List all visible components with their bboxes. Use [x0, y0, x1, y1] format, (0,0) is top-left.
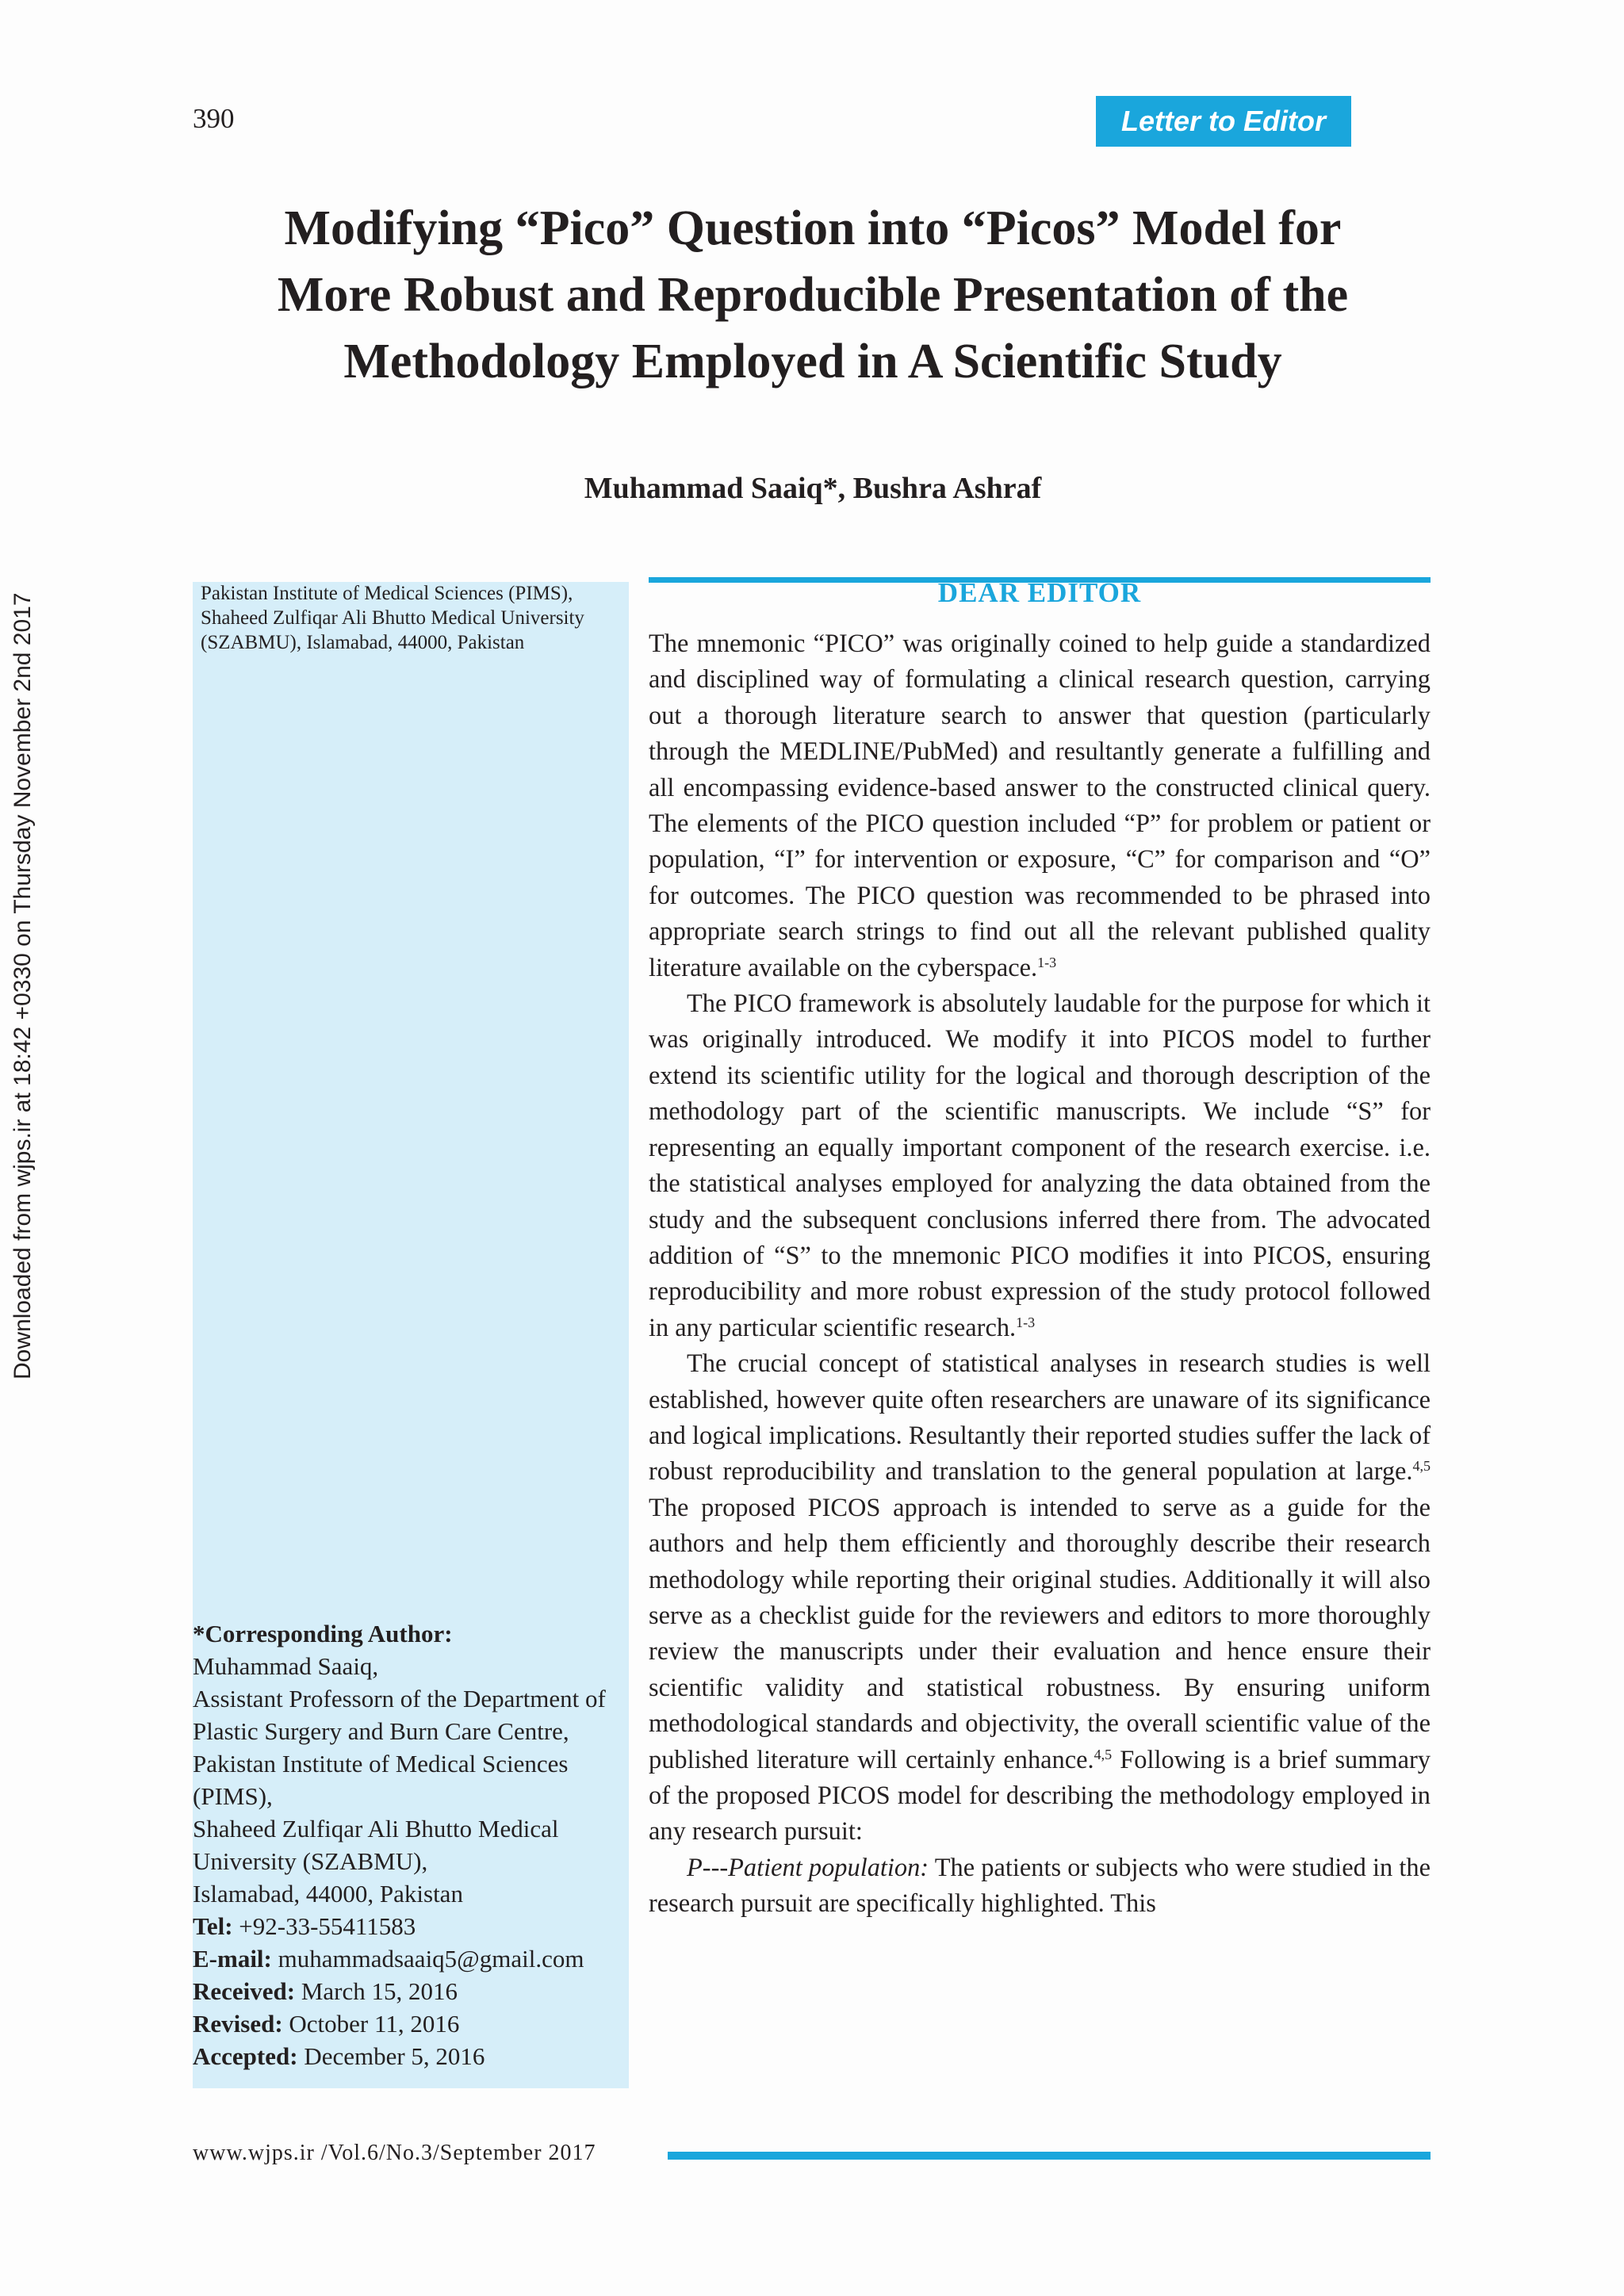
accepted-row: [193, 2040, 637, 2072]
tel-value: +92-33-55411583: [239, 1912, 416, 1940]
tel-label: Tel:: [193, 1912, 233, 1940]
body-text: The crucial concept of statistical analyses in research studies is well established, however quite often researchers are unaware of its significance and logical implications. Resultantly their reported studies suffer the lack of robust reproducibility and translation to the general population at large.: [649, 1349, 1431, 1487]
email-value[interactable]: muhammadsaaiq5@gmail.com: [278, 1945, 584, 1973]
received-row: [193, 1975, 637, 2007]
title-line: Modifying “Pico” Question into “Picos” Model for: [284, 201, 1342, 255]
body-paragraph: [649, 626, 1431, 986]
corresponding-line: Muhammad Saaiq,: [193, 1652, 379, 1680]
corresponding-line: Islamabad, 44000, Pakistan: [193, 1880, 463, 1908]
corresponding-line: Assistant Professorn of the Department of Plastic Surgery and Burn Care Centre, Pakistan Institute of Medical Sciences (PIMS),: [193, 1685, 606, 1810]
letter-body: [649, 626, 1431, 1923]
accepted-date: December 5, 2016: [304, 2042, 485, 2070]
corresponding-author-block: [193, 1617, 637, 2072]
body-text: The PICO framework is absolutely laudable for the purpose for which it was originally introduced. We modify it into PICOS model to further extend its scientific utility for the logical and thorough description of the methodology part of the scientific manuscripts. We include “S” for representing an equally important component of the research exercise. i.e. the statistical analyses employed for analyzing the data obtained from the study and the subsequent conclusions inferred there from. The advocated addition of “S” to the mnemonic PICO modifies it into PICOS, ensuring reproducibility and more robust expression of the study protocol followed in any particular scientific research.: [649, 989, 1431, 1342]
title-line: More Robust and Reproducible Presentation of the: [277, 268, 1349, 322]
revised-date: October 11, 2016: [289, 2010, 460, 2038]
corresponding-heading: *Corresponding Author:: [193, 1620, 453, 1647]
body-text: The proposed PICOS approach is intended to serve as a guide for the authors and help them efficiently and thoroughly describe their research methodology while reporting their original studies. Additionally it will also serve as a checklist guide for the reviewers and editors to more thoroughly review the manuscripts under their evaluation and hence ensure their scientific validity and statistical robustness. By ensuring uniform methodological standards and objectivity, the overall scientific value of the published literature will certainly enhance.: [649, 1493, 1431, 1774]
body-text: Following is a brief summary of the proposed PICOS model for describing the methodology employed in any research pursuit:: [649, 1745, 1431, 1846]
article-title: [190, 195, 1435, 395]
tel-row: [193, 1910, 637, 1942]
section-heading: DEAR EDITOR: [937, 577, 1142, 608]
run-in-heading: P---Patient population:: [687, 1853, 929, 1882]
download-watermark: Downloaded from wjps.ir at 18:42 +0330 on Thursday November 2nd 2017: [10, 592, 36, 1380]
author-list: Muhammad Saaiq*, Bushra Ashraf: [584, 472, 1042, 505]
page-number: 390: [193, 103, 235, 134]
revised-row: [193, 2007, 637, 2040]
body-paragraph: [649, 986, 1431, 1346]
email-label: E-mail:: [193, 1945, 272, 1973]
footer-rule: [668, 2152, 1431, 2160]
journal-footer: www.wjps.ir /Vol.6/No.3/September 2017: [193, 2141, 596, 2165]
citation: 1-3: [1037, 954, 1057, 970]
citation: 1-3: [1016, 1314, 1036, 1330]
article-type-badge: Letter to Editor: [1096, 96, 1351, 147]
body-text: The patients or subjects who were studied in the research pursuit are specifically highlighted. This: [649, 1853, 1431, 1919]
accepted-label: Accepted:: [193, 2042, 298, 2070]
corresponding-line: Shaheed Zulfiqar Ali Bhutto Medical University (SZABMU),: [193, 1815, 559, 1875]
affiliation: Pakistan Institute of Medical Sciences (PIMS), Shaheed Zulfiqar Ali Bhutto Medical University (SZABMU), Islamabad, 44000, Pakistan: [201, 583, 584, 653]
body-paragraph: [649, 1850, 1431, 1923]
citation: 4,5: [1412, 1458, 1431, 1475]
citation: 4,5: [1094, 1746, 1113, 1762]
revised-label: Revised:: [193, 2010, 283, 2038]
body-paragraph: [649, 1346, 1431, 1850]
email-row: [193, 1942, 637, 1975]
body-text: The mnemonic “PICO” was originally coined to help guide a standardized and disciplined way of formulating a clinical research question, carrying out a thorough literature search to answer that question (particularly through the MEDLINE/PubMed) and resultantly generate a fulfilling and all encompassing evidence-based answer to the constructed clinical query. The elements of the PICO question included “P” for problem or patient or population, “I” for intervention or exposure, “C” for comparison and “O” for outcomes. The PICO question was recommended to be phrased into appropriate search strings to find out all the relevant published quality literature available on the cyberspace.: [649, 629, 1431, 982]
received-label: Received:: [193, 1977, 296, 2005]
title-line: Methodology Employed in A Scientific Study: [343, 335, 1282, 388]
received-date: March 15, 2016: [301, 1977, 458, 2005]
